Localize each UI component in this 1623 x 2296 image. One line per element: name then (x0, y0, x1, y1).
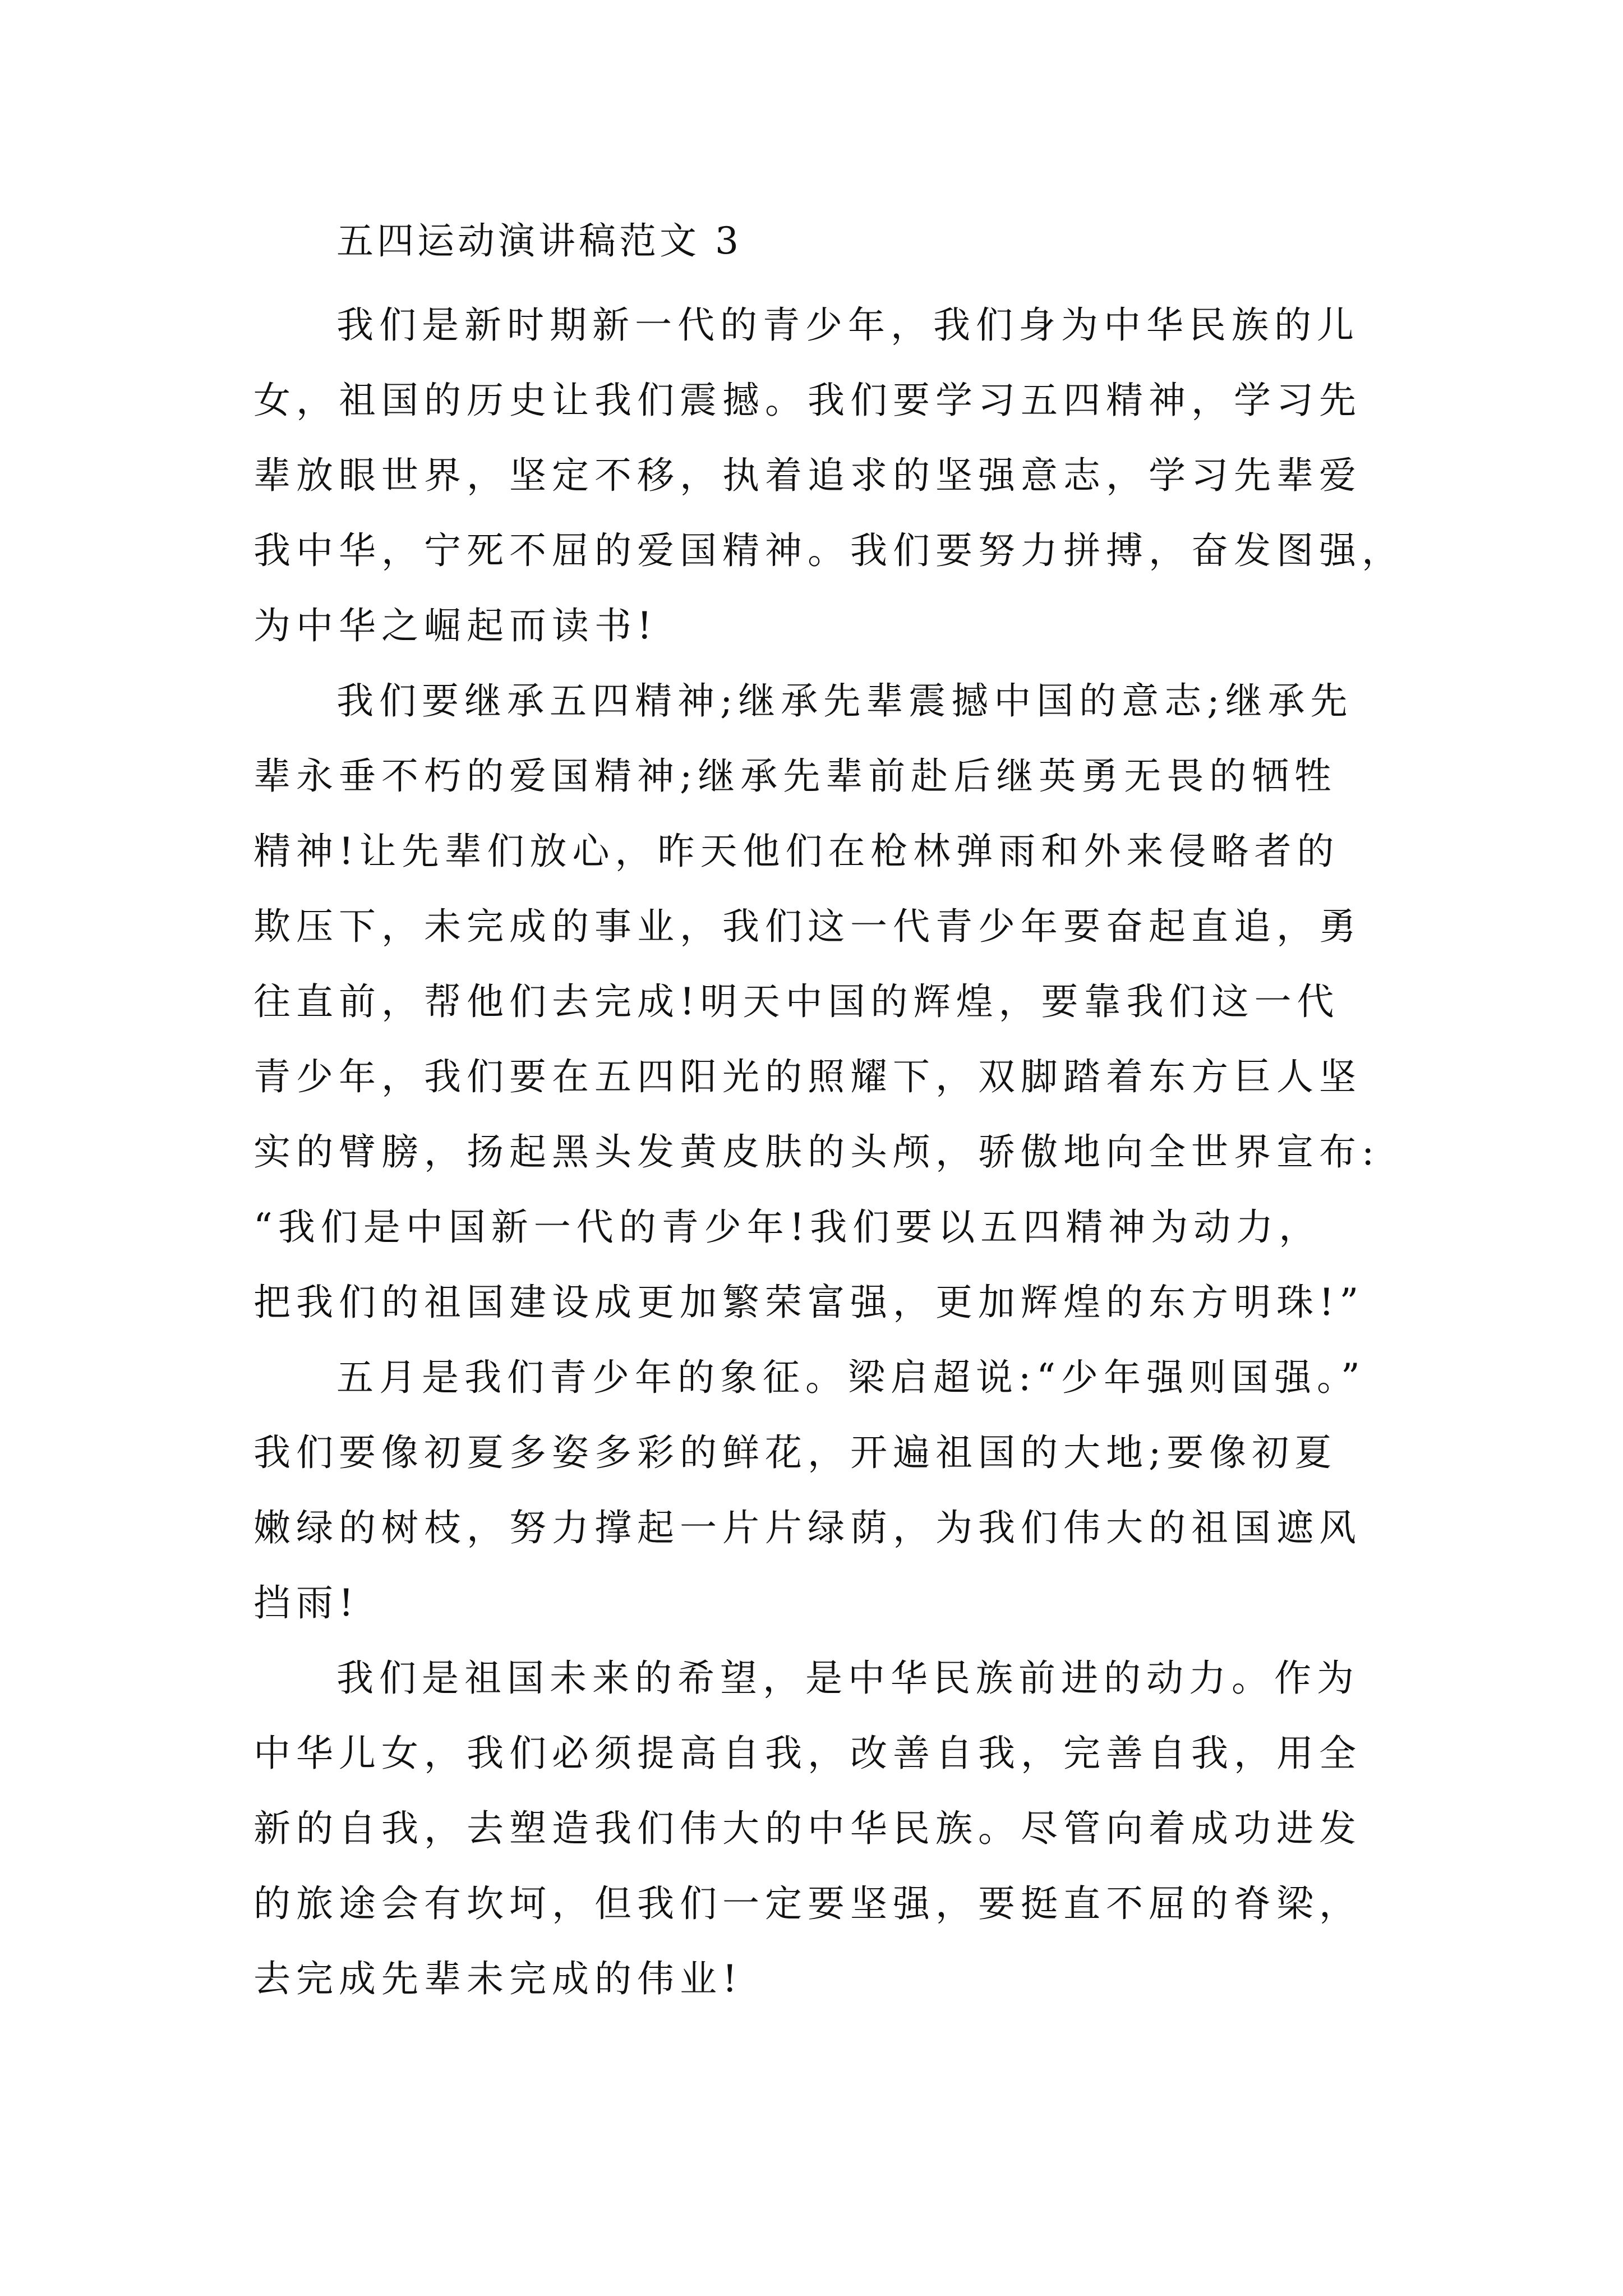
paragraph-4-line-5: 去完成先辈未完成的伟业! (253, 1957, 743, 2000)
paragraph-1-line-2: 女，祖国的历史让我们震撼。我们要学习五四精神，学习先 (253, 379, 1362, 422)
paragraph-4-line-1: 我们是祖国未来的希望，是中华民族前进的动力。作为 (336, 1657, 1359, 1700)
paragraph-2-line-9: 把我们的祖国建设成更加繁荣富强，更加辉煌的东方明珠!” (253, 1281, 1364, 1324)
paragraph-2-line-6: 青少年，我们要在五四阳光的照耀下，双脚踏着东方巨人坚 (253, 1055, 1362, 1098)
paragraph-2-line-4: 欺压下，未完成的事业，我们这一代青少年要奋起直追，勇 (253, 905, 1362, 948)
paragraph-4-line-4: 的旅途会有坎坷，但我们一定要坚强，要挺直不屈的脊梁， (253, 1882, 1362, 1925)
paragraph-1-line-5: 为中华之崛起而读书! (253, 604, 658, 647)
paragraph-3-line-4: 挡雨! (253, 1581, 359, 1625)
paragraph-2-line-2: 辈永垂不朽的爱国精神;继承先辈前赴后继英勇无畏的牺牲 (253, 754, 1338, 798)
paragraph-3-line-3: 嫩绿的树枝，努力撑起一片片绿荫，为我们伟大的祖国遮风 (253, 1506, 1362, 1549)
paragraph-1-line-4: 我中华，宁死不屈的爱国精神。我们要努力拼搏，奋发图强， (253, 529, 1404, 572)
paragraph-4-line-3: 新的自我，去塑造我们伟大的中华民族。尽管向着成功进发 (253, 1807, 1362, 1850)
paragraph-2-line-8: “我们是中国新一代的青少年!我们要以五四精神为动力， (253, 1205, 1322, 1249)
paragraph-2-line-3: 精神!让先辈们放心，昨天他们在枪林弹雨和外来侵略者的 (253, 830, 1340, 873)
paragraph-1-line-3: 辈放眼世界，坚定不移，执着追求的坚强意志，学习先辈爱 (253, 454, 1362, 497)
paragraph-2-line-5: 往直前，帮他们去完成!明天中国的辉煌，要靠我们这一代 (253, 980, 1340, 1023)
paragraph-1-line-1: 我们是新时期新一代的青少年，我们身为中华民族的儿 (336, 303, 1359, 347)
paragraph-4-line-2: 中华儿女，我们必须提高自我，改善自我，完善自我，用全 (253, 1732, 1362, 1775)
paragraph-3-line-1: 五月是我们青少年的象征。梁启超说:“少年强则国强。” (336, 1356, 1366, 1399)
document-title: 五四运动演讲稿范文 3 (336, 219, 742, 263)
paragraph-3-line-2: 我们要像初夏多姿多彩的鲜花，开遍祖国的大地;要像初夏 (253, 1431, 1338, 1474)
paragraph-2-line-7: 实的臂膀，扬起黑头发黄皮肤的头颅，骄傲地向全世界宣布: (253, 1130, 1380, 1174)
paragraph-2-line-1: 我们要继承五四精神;继承先辈震撼中国的意志;继承先 (336, 679, 1353, 723)
